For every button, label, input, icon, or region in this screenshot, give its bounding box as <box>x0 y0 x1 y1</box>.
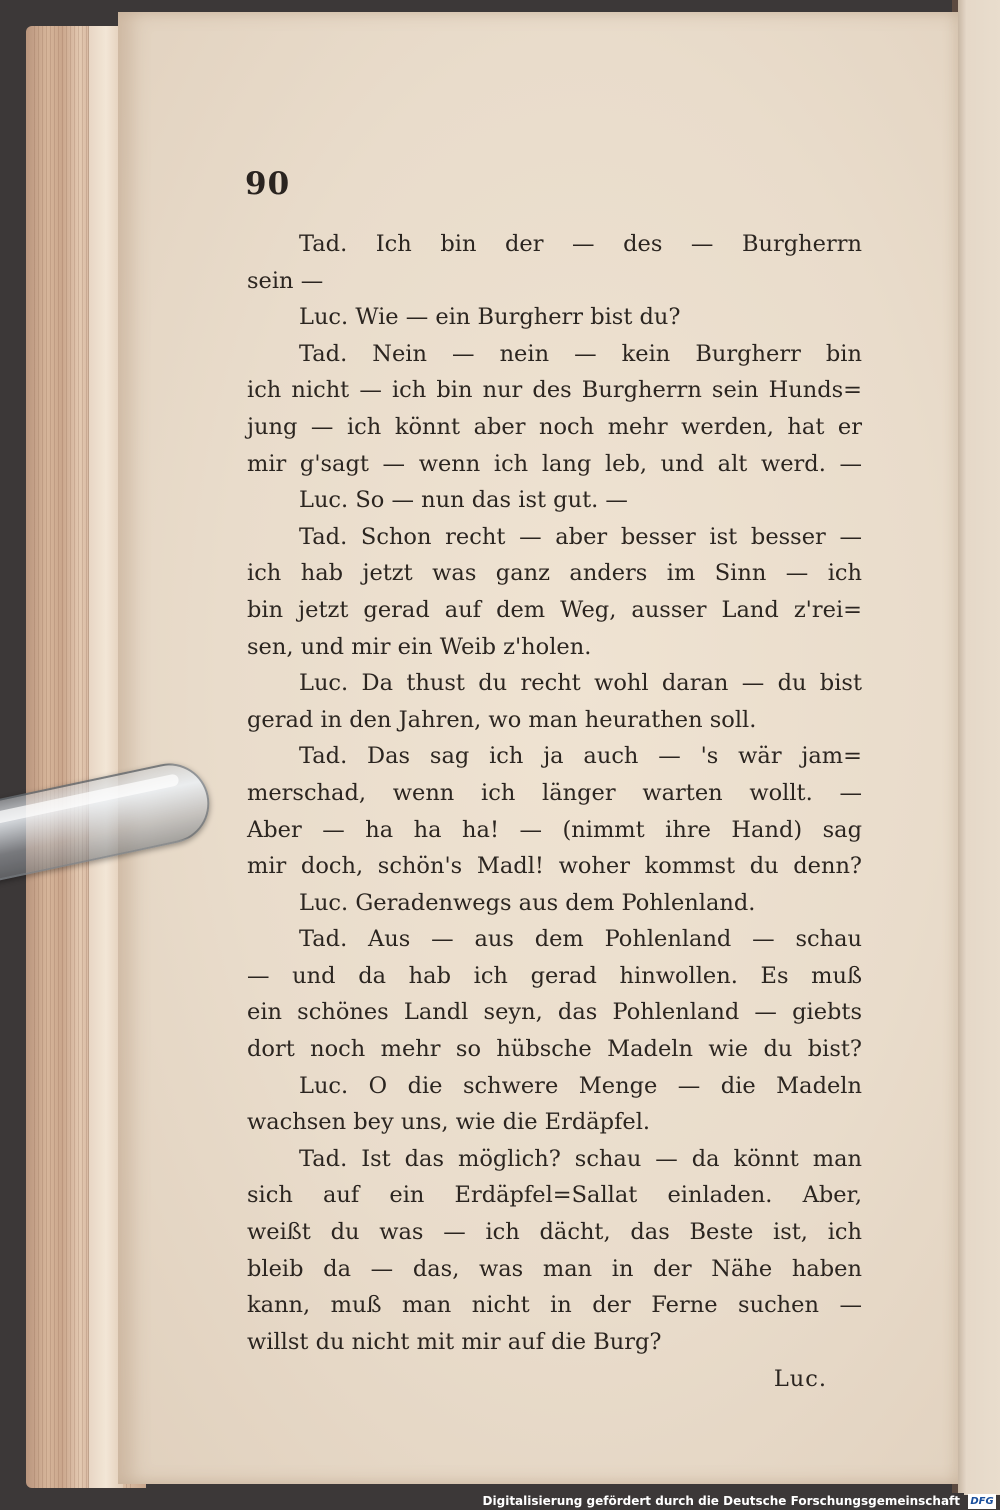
text-line: sich auf ein Erdäpfel=Sallat einladen. Aber, <box>247 1182 862 1209</box>
text-line: ich nicht — ich bin nur des Burgherrn sein Hunds= <box>247 377 862 404</box>
text-line: kann, muß man nicht in der Ferne suchen — <box>247 1292 862 1319</box>
text-line: Luc. Geradenwegs aus dem Pohlenland. <box>299 889 756 916</box>
text-line: sein — <box>247 267 324 294</box>
text-line: Tad. Ist das möglich? schau — da könnt man <box>299 1145 862 1172</box>
text-line: Tad. Aus — aus dem Pohlenland — schau <box>299 926 862 953</box>
digitization-credit: Digitalisierung gefördert durch die Deutsche Forschungsgemeinschaft <box>479 1493 964 1510</box>
text-line: bleib da — das, was man in der Nähe haben <box>247 1255 862 1282</box>
text-line: willst du nicht mit mir auf die Burg? <box>247 1328 662 1355</box>
text-line: ich hab jetzt was ganz anders im Sinn — ich <box>247 560 862 587</box>
page-number: 90 <box>245 166 291 202</box>
catchword: Luc. <box>773 1366 827 1392</box>
text-line: merschad, wenn ich länger warten wollt. — <box>247 779 862 806</box>
facing-page-edge <box>952 0 1000 1495</box>
text-line: Luc. Wie — ein Burgherr bist du? <box>299 304 681 331</box>
text-line: mir doch, schön's Madl! woher kommst du denn? <box>247 853 862 880</box>
text-line: sen, und mir ein Weib z'holen. <box>247 633 592 660</box>
text-line: Luc. So — nun das ist gut. — <box>299 487 628 514</box>
text-line: bin jetzt gerad auf dem Weg, ausser Land z'rei= <box>247 596 862 623</box>
text-line: weißt du was — ich dächt, das Beste ist, ich <box>247 1219 862 1246</box>
text-line: Tad. Schon recht — aber besser ist besser — <box>299 523 862 550</box>
text-line: Tad. Das sag ich ja auch — 's wär jam= <box>299 743 862 770</box>
page-text-block <box>247 226 862 1360</box>
text-line: Luc. Da thust du recht wohl daran — du bist <box>299 670 862 697</box>
text-line: gerad in den Jahren, wo man heurathen soll. <box>247 706 757 733</box>
dfg-logo-icon: DFG <box>968 1494 996 1509</box>
text-line: — und da hab ich gerad hinwollen. Es muß <box>247 962 862 989</box>
text-line: Aber — ha ha ha! — (nimmt ihre Hand) sag <box>247 816 862 843</box>
text-line: mir g'sagt — wenn ich lang leb, und alt werd. — <box>247 450 862 477</box>
text-line: ein schönes Landl seyn, das Pohlenland — giebts <box>247 999 862 1026</box>
text-line: jung — ich könnt aber noch mehr werden, hat er <box>247 413 862 440</box>
text-line: Tad. Nein — nein — kein Burgherr bin <box>299 340 862 367</box>
text-line: dort noch mehr so hübsche Madeln wie du bist? <box>247 1036 862 1063</box>
text-line: wachsen bey uns, wie die Erdäpfel. <box>247 1109 651 1136</box>
text-line: Tad. Ich bin der — des — Burgherrn <box>299 231 862 257</box>
text-line: Luc. O die schwere Menge — die Madeln <box>299 1072 862 1099</box>
